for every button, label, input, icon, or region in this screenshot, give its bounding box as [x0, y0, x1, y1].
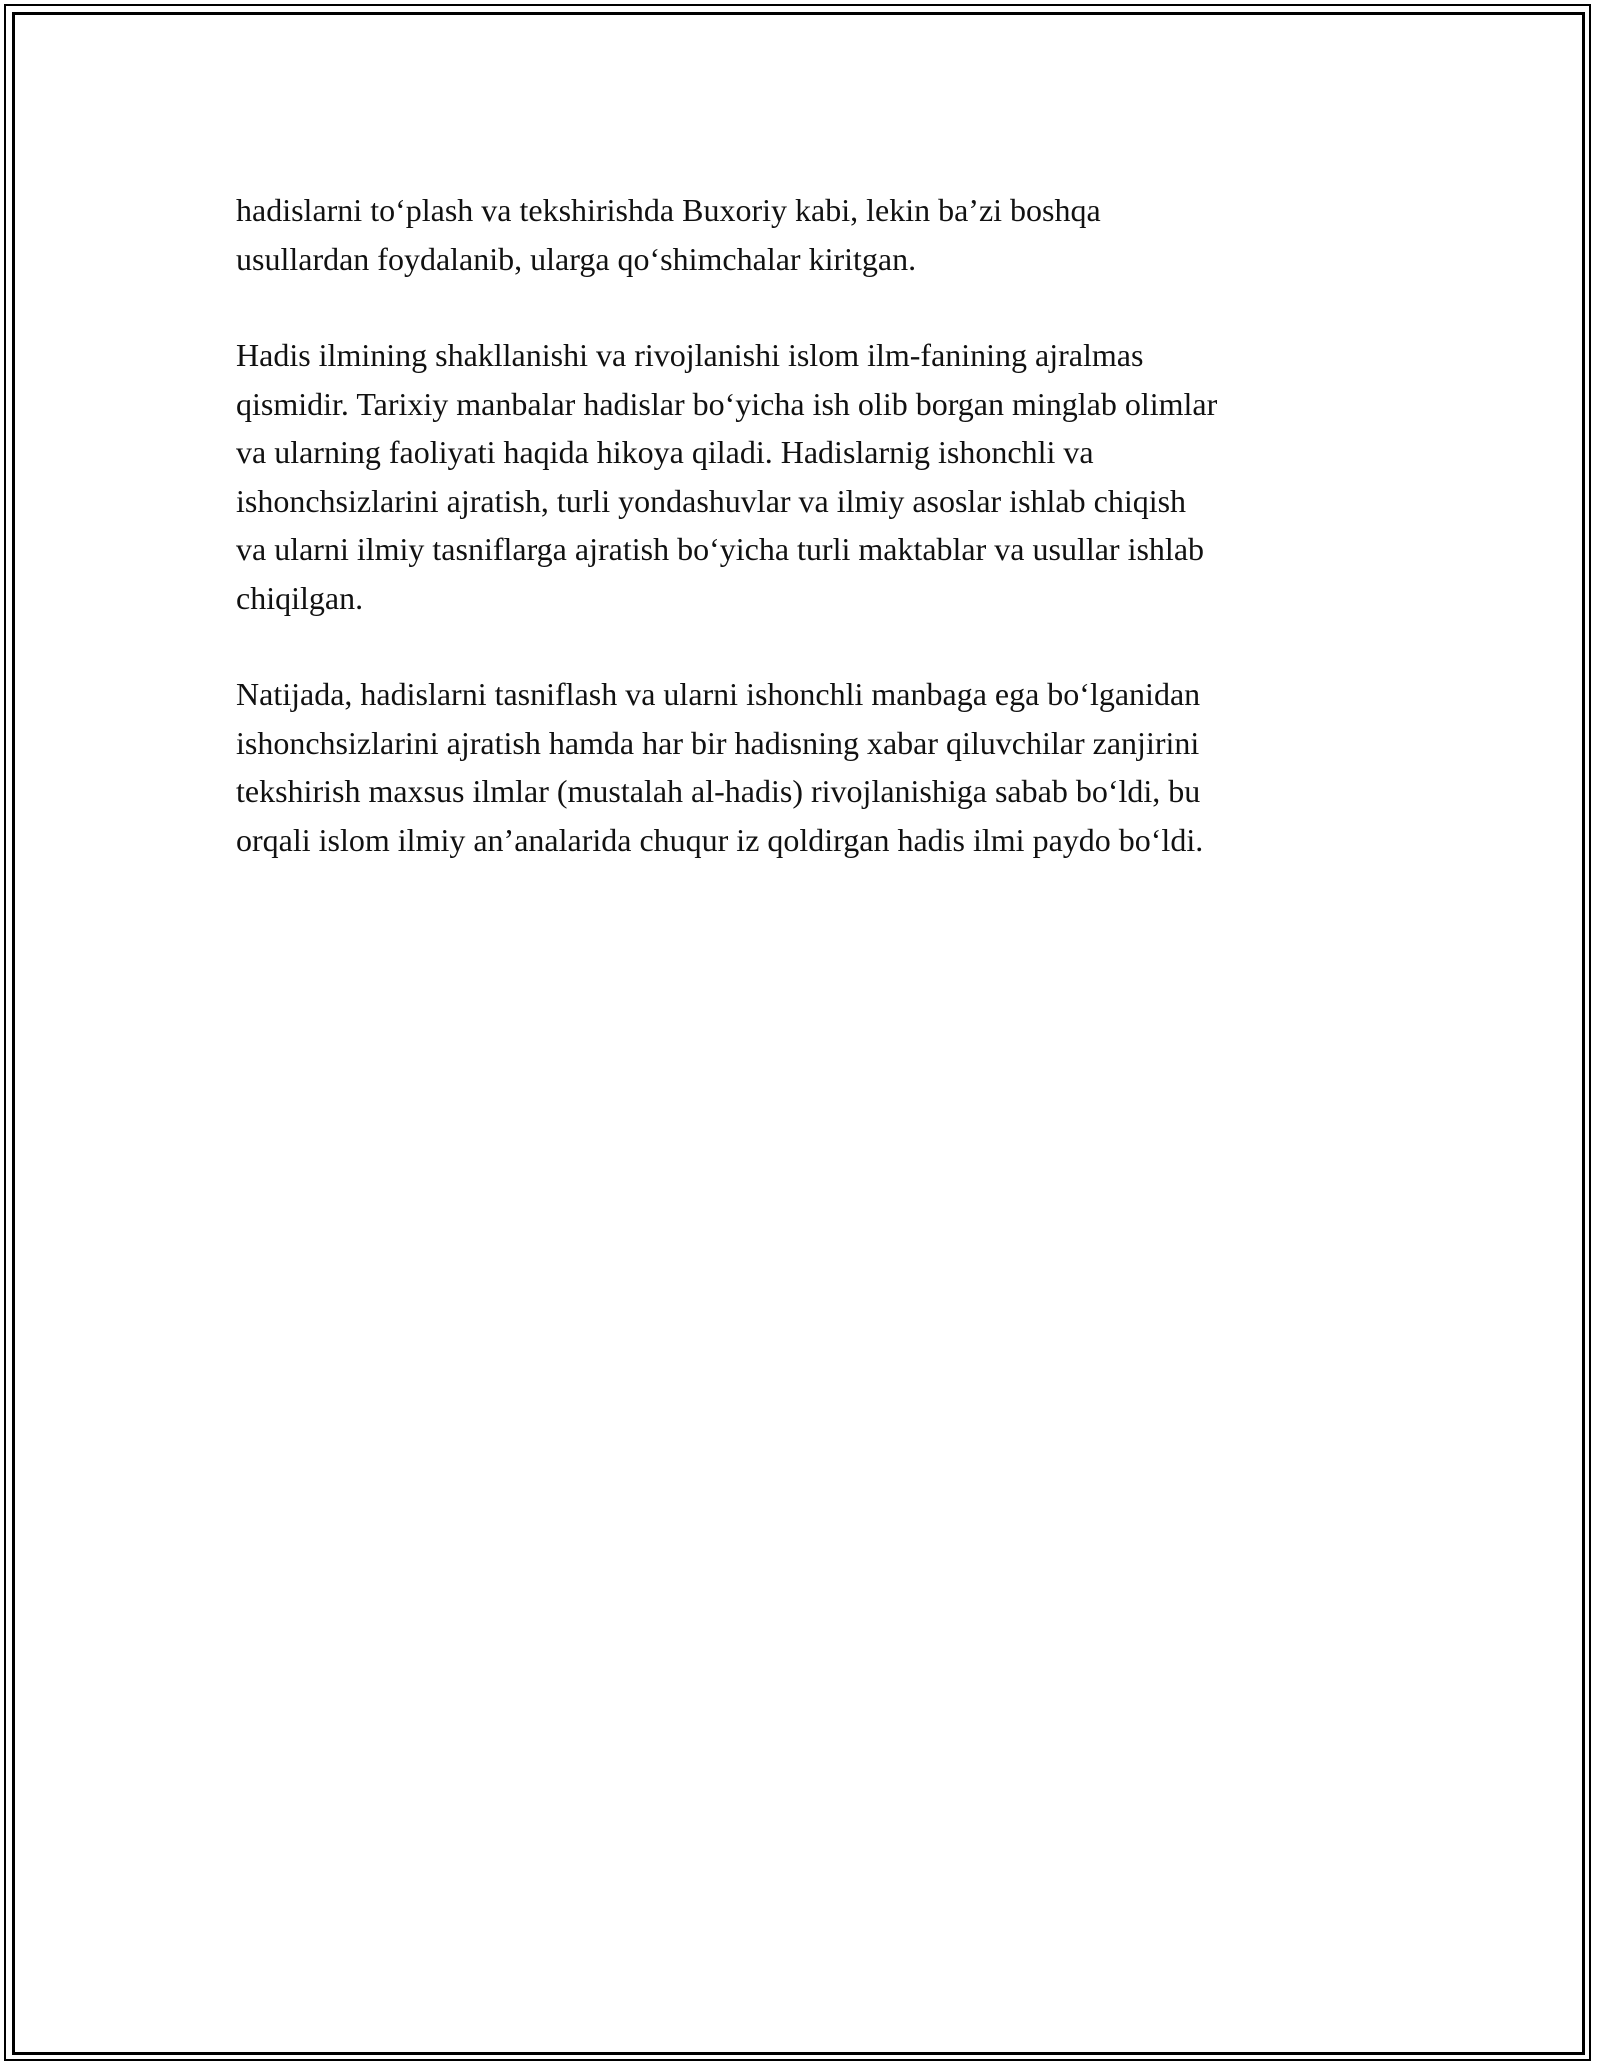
document-body [236, 186, 1416, 912]
paragraph-3: Natijada, hadislarni tasniflash va ularni ishonchli manbaga ega bo‘lganidan ishonchsizlarini ajratish hamda har bir hadisning xabar qiluvchilar zanjirini tekshirish maxsus ilmlar (mustalah al-hadis) rivojlanishiga sabab bo‘ldi, bu orqali islom ilmiy an’analarida chuqur iz qoldirgan hadis ilmi paydo bo‘ldi. [236, 676, 1204, 858]
paragraph-2: Hadis ilmining shakllanishi va rivojlanishi islom ilm-fanining ajralmas qismidir. Tarixiy manbalar hadislar bo‘yicha ish olib borgan minglab olimlar va ularning faoliyati haqida hikoya qiladi. Hadislarnig ishonchli va ishonchsizlarini ajratish, turli yondashuvlar va ilmiy asoslar ishlab chiqish va ularni ilmiy tasniflarga ajratish bo‘yicha turli maktablar va usullar ishlab chiqilgan. [236, 337, 1218, 616]
paragraph-1: hadislarni to‘plash va tekshirishda Buxoriy kabi, lekin ba’zi boshqa usullardan foydalanib, ularga qo‘shimchalar kiritgan. [236, 192, 1101, 277]
